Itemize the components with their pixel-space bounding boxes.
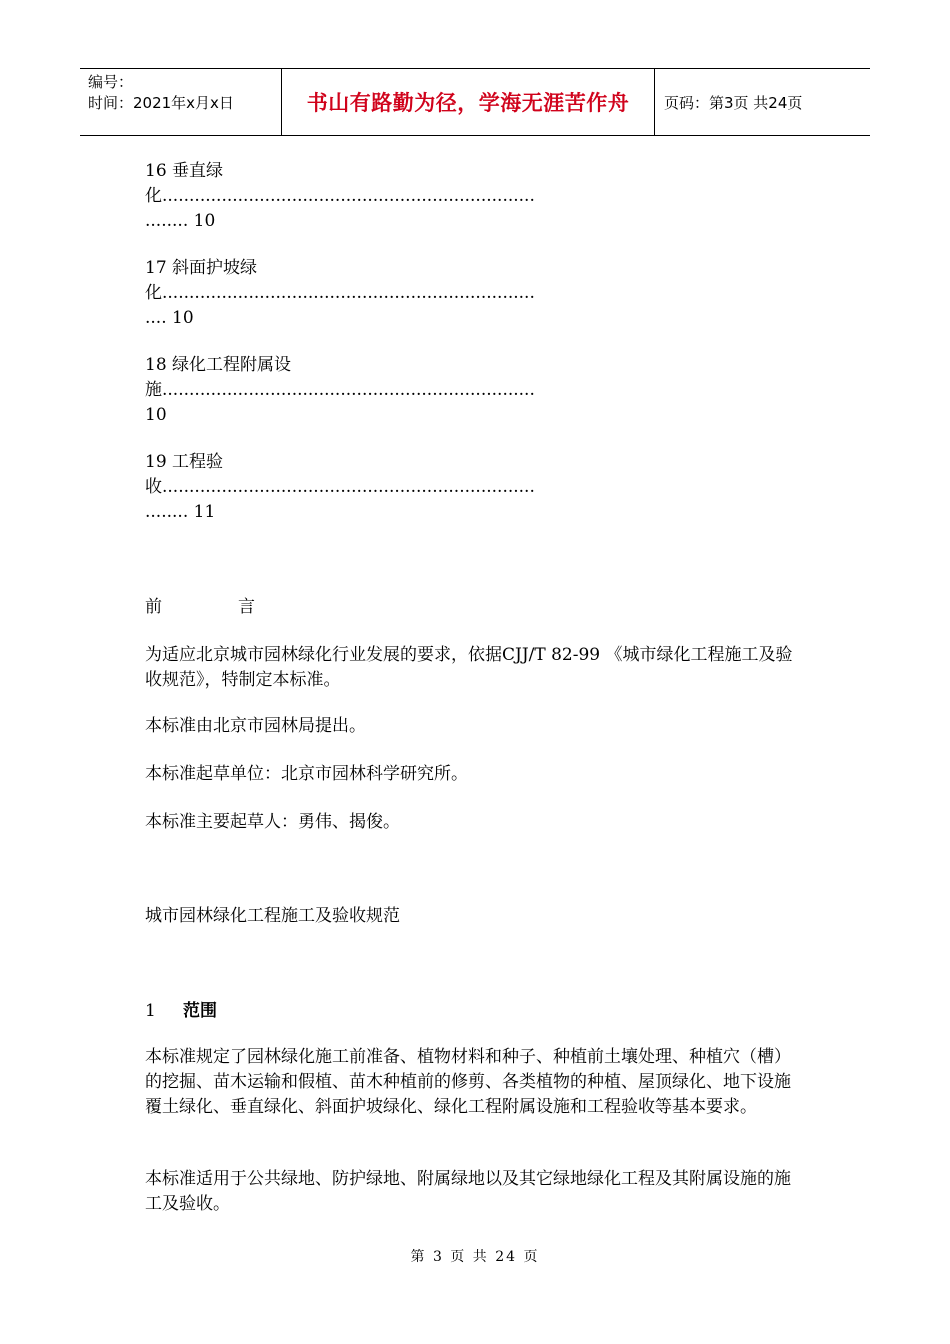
toc-title: 17 斜面护坡绿: [145, 258, 258, 278]
section-number: 1: [145, 1001, 156, 1021]
toc-page: .... 10: [145, 308, 194, 328]
header-motto: 书山有路勤为径，学海无涯苦作舟: [282, 69, 655, 135]
toc-title: 19 工程验: [145, 452, 224, 472]
section-title: 范围: [183, 1001, 217, 1021]
foreword-heading: [145, 595, 805, 620]
toc-page: 10: [145, 405, 167, 425]
toc-leader: 收.....................................................................: [145, 477, 535, 497]
toc-entry[interactable]: [145, 256, 805, 331]
toc-entry[interactable]: [145, 159, 805, 234]
toc-leader: 化.....................................................................: [145, 186, 535, 206]
section-paragraph: 本标准适用于公共绿地、防护绿地、附属绿地以及其它绿地绿化工程及其附属设施的施工及验收。: [145, 1169, 791, 1214]
foreword-paragraph: 为适应北京城市园林绿化行业发展的要求，依据CJJ/T 82-99 《城市绿化工程施工及验收规范》，特制定本标准。: [145, 645, 793, 690]
page-footer: 第 3 页 共 24 页: [410, 1249, 540, 1265]
toc-title: 16 垂直绿: [145, 161, 224, 181]
header-meta: [80, 69, 282, 135]
foreword-paragraph: 本标准由北京市园林局提出。: [145, 716, 366, 736]
document-title: 城市园林绿化工程施工及验收规范: [145, 906, 400, 926]
foreword-paragraph: 本标准主要起草人：勇伟、揭俊。: [145, 812, 400, 832]
toc-page: ........ 10: [145, 211, 216, 231]
header-time: 时间：2021年x月x日: [88, 94, 234, 112]
foreword-heading-b: 言: [238, 597, 255, 617]
section-heading: [145, 999, 805, 1024]
section-paragraph: 本标准规定了园林绿化施工前准备、植物材料和种子、种植前土壤处理、种植穴（槽）的挖掘、苗木运输和假植、苗木种植前的修剪、各类植物的种植、屋顶绿化、地下设施覆土绿化、垂直绿化、斜面护坡绿化、绿化工程附属设施和工程验收等基本要求。: [145, 1047, 791, 1117]
toc-leader: 施.....................................................................: [145, 380, 535, 400]
toc-leader: 化.....................................................................: [145, 283, 535, 303]
toc-entry[interactable]: [145, 450, 805, 525]
foreword-heading-a: 前: [145, 597, 162, 617]
toc-title: 18 绿化工程附属设: [145, 355, 292, 375]
page-header: [80, 68, 870, 136]
header-page-info: 页码：第3页 共24页: [664, 93, 803, 112]
header-number: 编号：: [88, 73, 134, 91]
toc-page: ........ 11: [145, 502, 216, 522]
foreword-paragraph: 本标准起草单位：北京市园林科学研究所。: [145, 764, 468, 784]
toc-entry[interactable]: [145, 353, 805, 428]
